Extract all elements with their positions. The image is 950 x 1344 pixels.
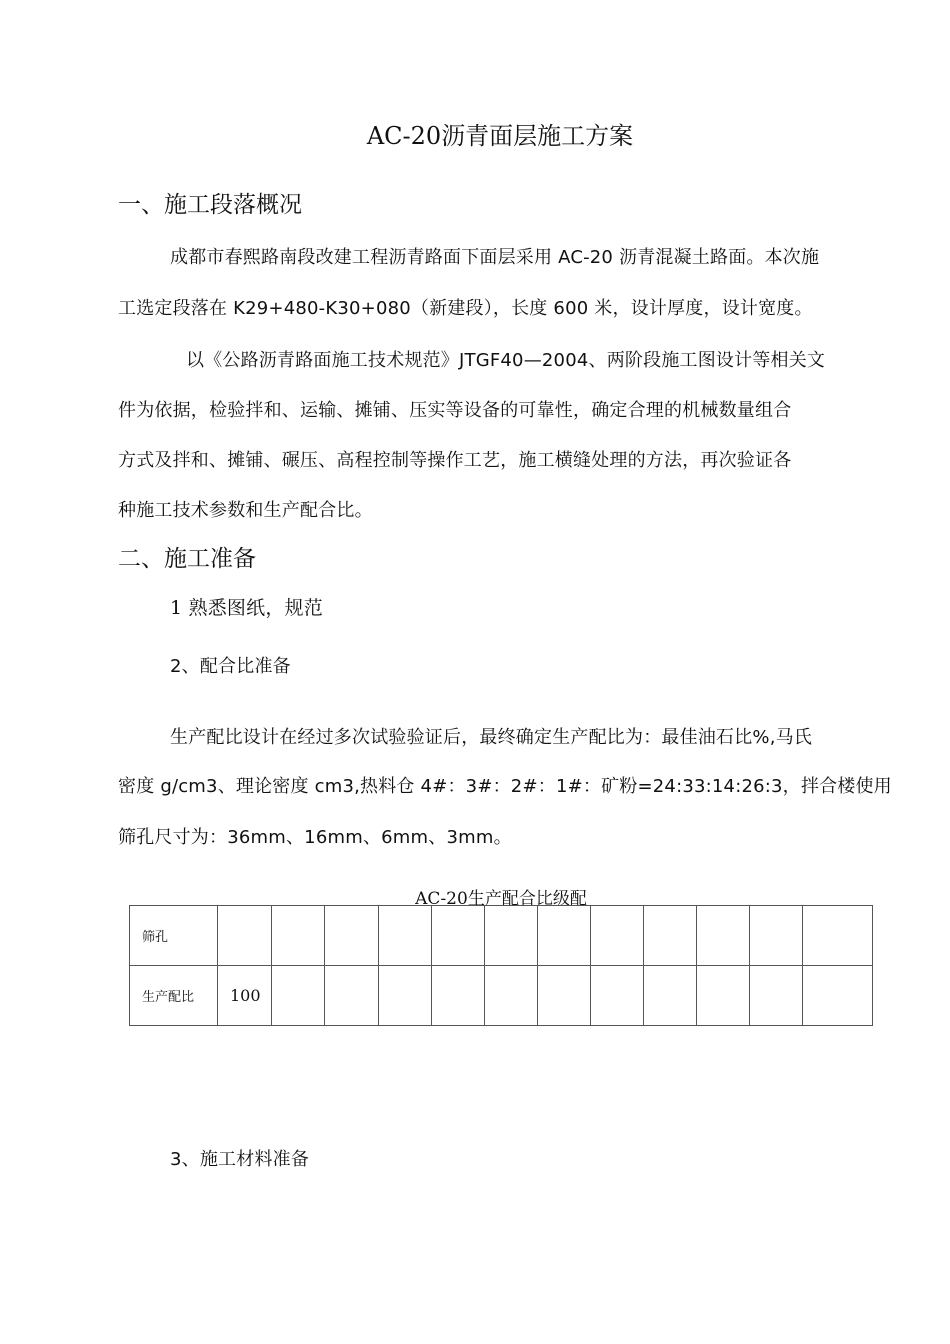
- table-cell: [272, 966, 325, 1026]
- table-cell: [644, 966, 697, 1026]
- prep-item-2: 2、配合比准备: [170, 656, 291, 677]
- table-cell: [591, 906, 644, 966]
- table-cell: [750, 906, 803, 966]
- gradation-table: [129, 905, 873, 1026]
- table-cell: [432, 906, 485, 966]
- table-cell: [485, 966, 538, 1026]
- document-title: AC-20沥青面层施工方案: [366, 122, 634, 150]
- paragraph-3-line-1: 生产配比设计在经过多次试验验证后，最终确定生产配比为：最佳油石比%,马氏: [170, 727, 813, 748]
- table-cell: [432, 966, 485, 1026]
- table-cell: [644, 906, 697, 966]
- table-cell: [538, 906, 591, 966]
- table-cell: [591, 966, 644, 1026]
- table-row: [130, 906, 873, 966]
- prep-item-3: 3、施工材料准备: [170, 1149, 310, 1170]
- table-cell: [538, 966, 591, 1026]
- paragraph-3-line-3: 筛孔尺寸为：36mm、16mm、6mm、3mm。: [118, 827, 512, 848]
- table-cell: [379, 906, 432, 966]
- table-caption: AC-20生产配合比级配: [415, 889, 587, 909]
- paragraph-1-line-1: 成都市春熙路南段改建工程沥青路面下面层采用 AC-20 沥青混凝土路面。本次施: [170, 247, 820, 268]
- table-row: [130, 966, 873, 1026]
- table-row-label-mix: 生产配比: [130, 966, 218, 1026]
- table-cell: [325, 966, 379, 1026]
- section-heading-1: 一、施工段落概况: [118, 192, 302, 218]
- table-cell: [803, 966, 873, 1026]
- table-cell: [218, 906, 272, 966]
- paragraph-2-line-3: 方式及拌和、摊铺、碾压、高程控制等操作工艺，施工横缝处理的方法，再次验证各: [118, 450, 792, 471]
- paragraph-1-line-2: 工选定段落在 K29+480-K30+080（新建段），长度 600 米，设计厚度，设计宽度。: [118, 298, 813, 319]
- table-cell: [697, 966, 750, 1026]
- table-cell: [697, 906, 750, 966]
- paragraph-3-line-2: 密度 g/cm3、理论密度 cm3,热料仓 4#：3#：2#：1#：矿粉=24:33:14:26:3，拌合楼使用: [118, 776, 892, 797]
- section-heading-2: 二、施工准备: [118, 546, 256, 572]
- table-cell: [272, 906, 325, 966]
- table-cell: [485, 906, 538, 966]
- paragraph-2-line-4: 种施工技术参数和生产配合比。: [118, 500, 373, 521]
- table-cell: [379, 966, 432, 1026]
- table-cell: [750, 966, 803, 1026]
- paragraph-2-line-2: 件为依据，检验拌和、运输、摊铺、压实等设备的可靠性，确定合理的机械数量组合: [118, 400, 792, 421]
- table-row-label-sieve: 筛孔: [130, 906, 218, 966]
- paragraph-2-line-1: 以《公路沥青路面施工技术规范》JTGF40—2004、两阶段施工图设计等相关文: [186, 350, 826, 371]
- table-cell: [803, 906, 873, 966]
- table-cell: [325, 906, 379, 966]
- table-cell-value: 100: [218, 966, 272, 1026]
- prep-item-1: 1 熟悉图纸，规范: [170, 597, 323, 619]
